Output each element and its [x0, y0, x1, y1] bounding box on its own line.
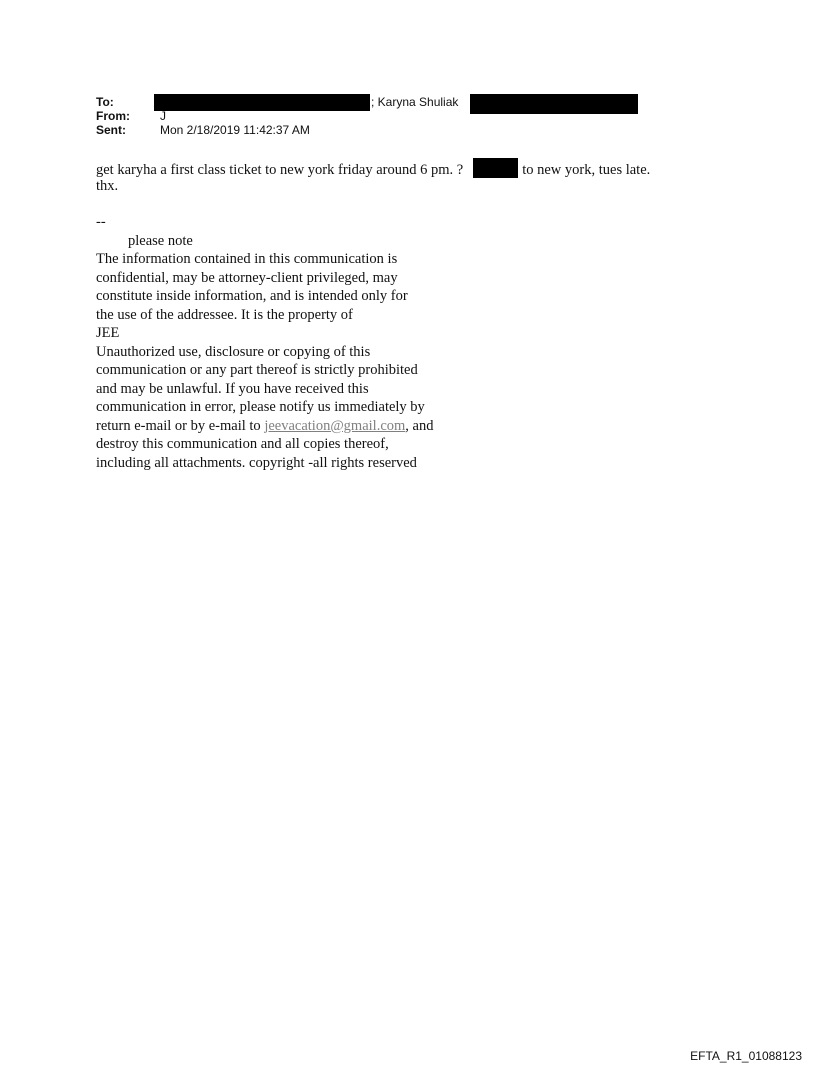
disclaimer-email-line: [96, 417, 433, 436]
message-text: to new york, tues late.: [522, 162, 651, 178]
redaction-box: [470, 94, 638, 114]
redaction-box: [154, 94, 370, 111]
message-text: get karyha a first class ticket to new york friday around 6 pm. ?: [96, 162, 464, 178]
disclaimer-line: including all attachments. copyright -all rights reserved: [96, 454, 417, 471]
disclaimer-line: communication in error, please notify us immediately by: [96, 399, 425, 415]
signature-block: [96, 213, 433, 472]
from-label: From:: [96, 109, 130, 123]
sent-label: Sent:: [96, 123, 126, 137]
disclaimer-line: Unauthorized use, disclosure or copying of this: [96, 343, 371, 360]
disclaimer-line: communication or any part thereof is strictly prohibited: [96, 362, 418, 378]
disclaimer-line: and may be unlawful. If you have received this: [96, 380, 369, 397]
disclaimer-line: JEE: [96, 325, 120, 341]
disclaimer-text: return e-mail or by e-mail to: [96, 417, 265, 434]
signature-note: please note: [128, 232, 193, 249]
email-link[interactable]: jeevacation@gmail.com: [264, 417, 406, 434]
message-text: thx.: [96, 178, 119, 194]
sent-value: Mon 2/18/2019 11:42:37 AM: [160, 123, 310, 137]
to-label: To:: [96, 95, 114, 109]
redaction-box: [473, 158, 518, 178]
disclaimer-line: confidential, may be attorney-client privileged, may: [96, 269, 398, 286]
from-value: J: [160, 109, 166, 123]
to-recipient-name: ; Karyna Shuliak: [371, 95, 459, 109]
disclaimer-text: , and: [405, 417, 434, 434]
disclaimer-line: destroy this communication and all copies thereof,: [96, 436, 389, 452]
disclaimer-line: the use of the addressee. It is the property of: [96, 306, 353, 323]
signature-dashes: --: [96, 214, 106, 230]
message-line-1: [96, 158, 650, 180]
document-id: EFTA_R1_01088123: [690, 1049, 802, 1063]
disclaimer-line: constitute inside information, and is intended only for: [96, 288, 408, 304]
message-line-2: [96, 177, 118, 196]
disclaimer-line: The information contained in this communication is: [96, 251, 398, 267]
